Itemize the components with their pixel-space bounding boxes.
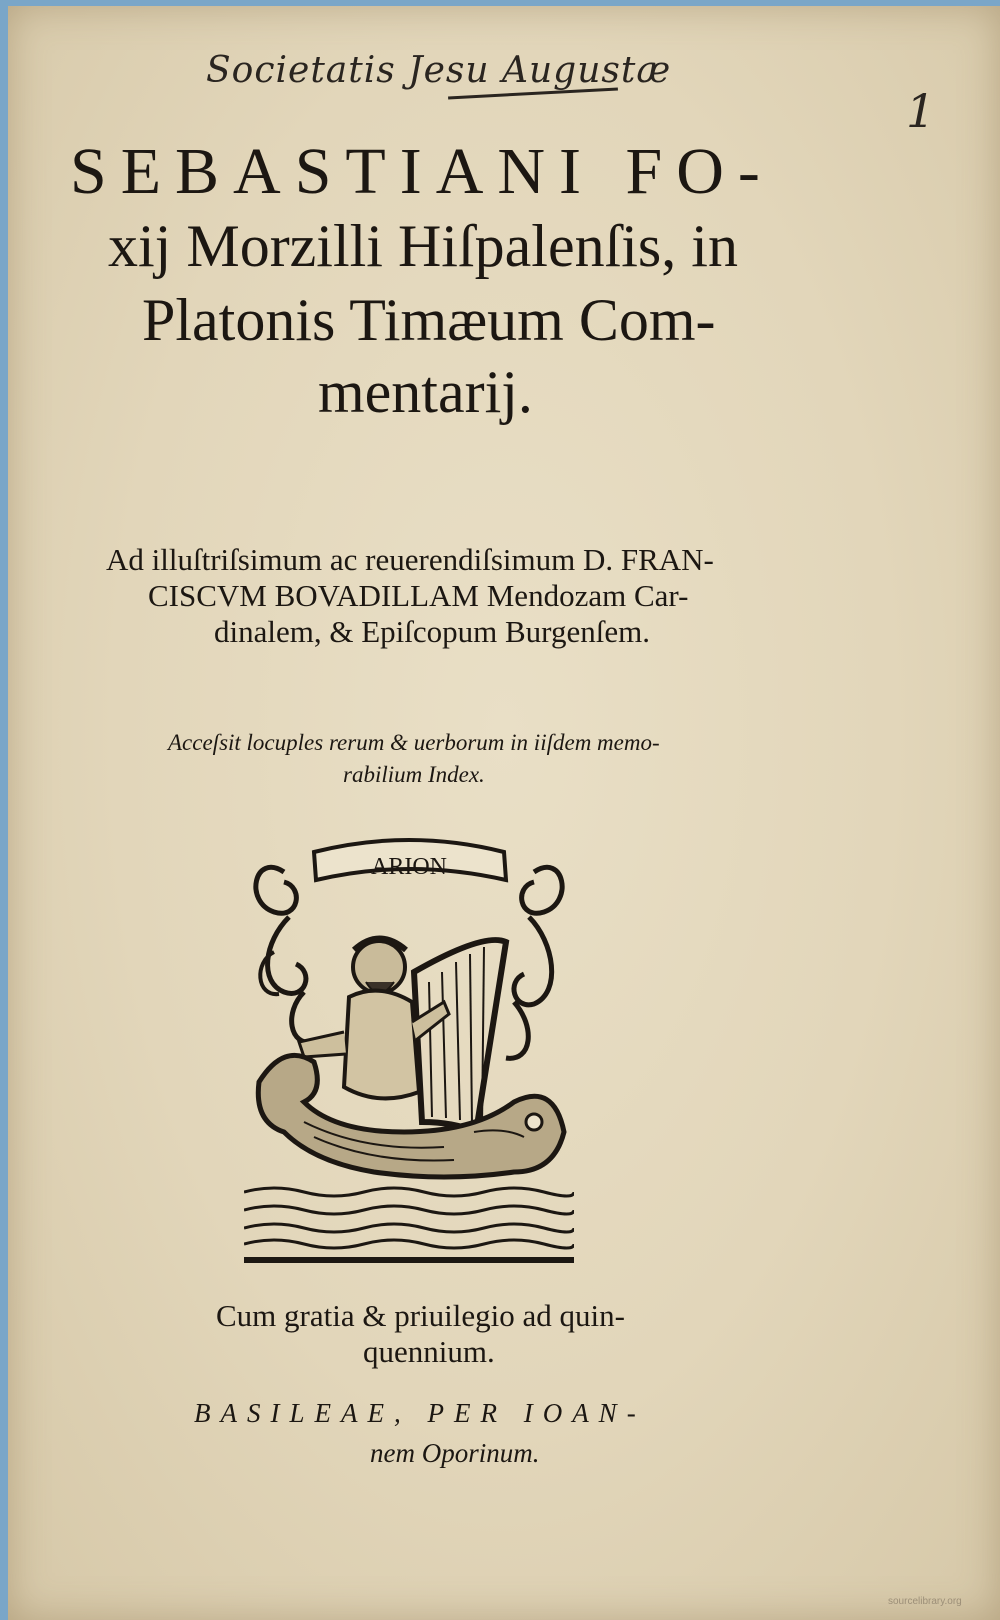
index-note-line-2: rabilium Index. bbox=[343, 762, 485, 787]
index-note-line-1: Acceſsit locuples rerum & uerborum in iiſdem memo- bbox=[168, 730, 660, 755]
title-page bbox=[8, 6, 1000, 1620]
dedication-line-3: dinalem, & Epiſcopum Burgenſem. bbox=[214, 614, 650, 649]
title-line-2: xij Morzilli Hiſpalenſis, in bbox=[108, 213, 738, 279]
privilege-line-2: quennium. bbox=[363, 1334, 495, 1369]
title-line-1: SEBASTIANI FO- bbox=[70, 135, 774, 208]
watermark: sourcelibrary.org bbox=[888, 1596, 962, 1607]
printers-mark-arion-woodcut bbox=[244, 832, 574, 1264]
imprint-line-1: BASILEAE, PER IOAN- bbox=[194, 1398, 646, 1428]
ownership-inscription: Societatis Jesu Augustæ bbox=[206, 50, 672, 91]
page-number: 1 bbox=[906, 84, 936, 138]
dedication-line-1: Ad illuſtriſsimum ac reuerendiſsimum D. FRAN- bbox=[106, 542, 714, 577]
imprint-line-2: nem Oporinum. bbox=[370, 1438, 540, 1468]
banner-text: ARION bbox=[371, 854, 447, 880]
dedication-line-2: CISCVM BOVADILLAM Mendozam Car- bbox=[148, 578, 689, 613]
title-line-4: mentarij. bbox=[318, 359, 533, 425]
privilege-line-1: Cum gratia & priuilegio ad quin- bbox=[216, 1298, 625, 1333]
title-line-3: Platonis Timæum Com- bbox=[142, 287, 716, 353]
